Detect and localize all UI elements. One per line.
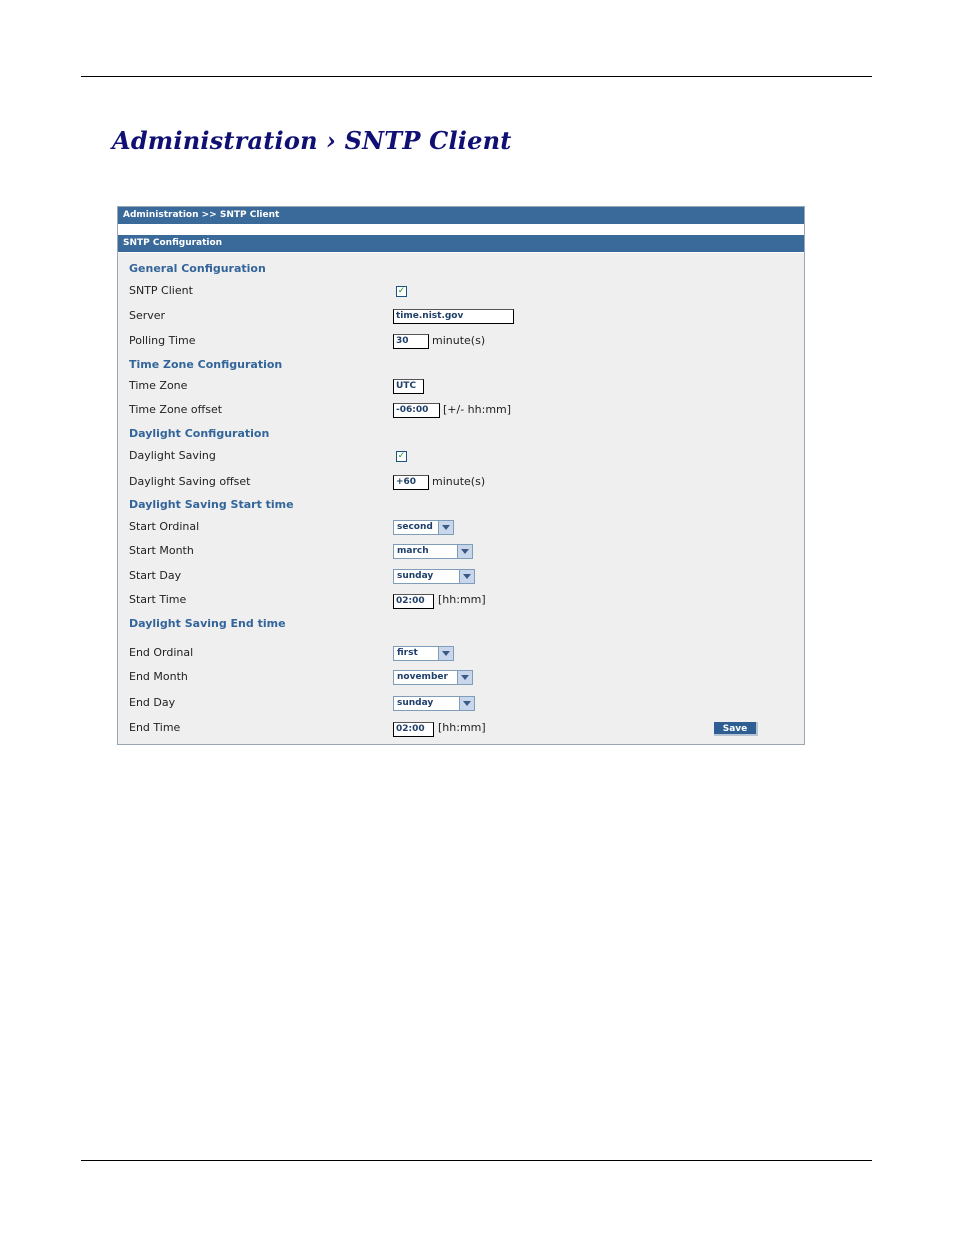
panel-title-bar: SNTP Configuration	[118, 235, 804, 252]
end-day-value: sunday	[397, 698, 434, 708]
page-heading: Administration › SNTP Client	[112, 126, 512, 155]
daylight-saving-label: Daylight Saving	[129, 449, 216, 462]
time-zone-label: Time Zone	[129, 379, 188, 392]
start-day-label: Start Day	[129, 569, 182, 582]
check-icon: ✓	[397, 451, 406, 461]
chevron-down-icon[interactable]	[459, 570, 474, 583]
section-daylight-saving-start-time: Daylight Saving Start time	[129, 498, 294, 511]
polling-time-input[interactable]: 30	[393, 334, 429, 349]
start-month-select[interactable]	[393, 544, 473, 559]
section-time-zone-configuration: Time Zone Configuration	[129, 358, 283, 371]
end-day-select[interactable]	[393, 696, 475, 711]
bottom-rule	[81, 1160, 872, 1161]
start-time-label: Start Time	[129, 593, 187, 606]
end-ordinal-value: first	[397, 648, 418, 658]
sntp-client-label: SNTP Client	[129, 284, 193, 297]
section-daylight-configuration: Daylight Configuration	[129, 427, 270, 440]
end-ordinal-select[interactable]	[393, 646, 454, 661]
daylight-saving-checkbox[interactable]	[396, 451, 407, 462]
start-ordinal-select[interactable]	[393, 520, 454, 535]
daylight-saving-offset-label: Daylight Saving offset	[129, 475, 251, 488]
time-zone-offset-input[interactable]: -06:00	[393, 403, 440, 418]
section-daylight-saving-end-time: Daylight Saving End time	[129, 617, 286, 630]
polling-time-unit: minute(s)	[432, 334, 486, 347]
server-input[interactable]: time.nist.gov	[393, 309, 514, 324]
end-time-unit: [hh:mm]	[438, 721, 486, 734]
section-general-configuration: General Configuration	[129, 262, 266, 275]
start-month-label: Start Month	[129, 544, 194, 557]
sntp-panel	[117, 206, 805, 745]
chevron-down-icon[interactable]	[459, 697, 474, 710]
start-time-input[interactable]: 02:00	[393, 594, 434, 609]
daylight-saving-offset-input[interactable]: +60	[393, 475, 429, 490]
start-month-value: march	[397, 546, 429, 556]
start-day-select[interactable]	[393, 569, 475, 584]
start-day-value: sunday	[397, 571, 434, 581]
time-zone-offset-label: Time Zone offset	[129, 403, 223, 416]
chevron-down-icon[interactable]	[457, 671, 472, 684]
chevron-down-icon[interactable]	[438, 521, 453, 534]
form-area	[118, 253, 804, 744]
check-icon: ✓	[397, 286, 406, 296]
daylight-saving-offset-unit: minute(s)	[432, 475, 486, 488]
save-button[interactable]: Save	[714, 722, 758, 736]
server-label: Server	[129, 309, 166, 322]
end-month-label: End Month	[129, 670, 188, 683]
sntp-client-checkbox[interactable]	[396, 286, 407, 297]
end-day-label: End Day	[129, 696, 176, 709]
breadcrumb-bar: Administration >> SNTP Client	[118, 207, 804, 224]
top-rule	[81, 76, 872, 77]
time-zone-input[interactable]: UTC	[393, 379, 424, 394]
chevron-down-icon[interactable]	[457, 545, 472, 558]
start-ordinal-label: Start Ordinal	[129, 520, 200, 533]
start-ordinal-value: second	[397, 522, 433, 532]
start-time-unit: [hh:mm]	[438, 593, 486, 606]
chevron-down-icon[interactable]	[438, 647, 453, 660]
end-time-input[interactable]: 02:00	[393, 722, 434, 737]
time-zone-offset-unit: [+/- hh:mm]	[443, 403, 512, 416]
end-month-value: november	[397, 672, 448, 682]
end-ordinal-label: End Ordinal	[129, 646, 194, 659]
end-time-label: End Time	[129, 721, 181, 734]
polling-time-label: Polling Time	[129, 334, 196, 347]
end-month-select[interactable]	[393, 670, 473, 685]
